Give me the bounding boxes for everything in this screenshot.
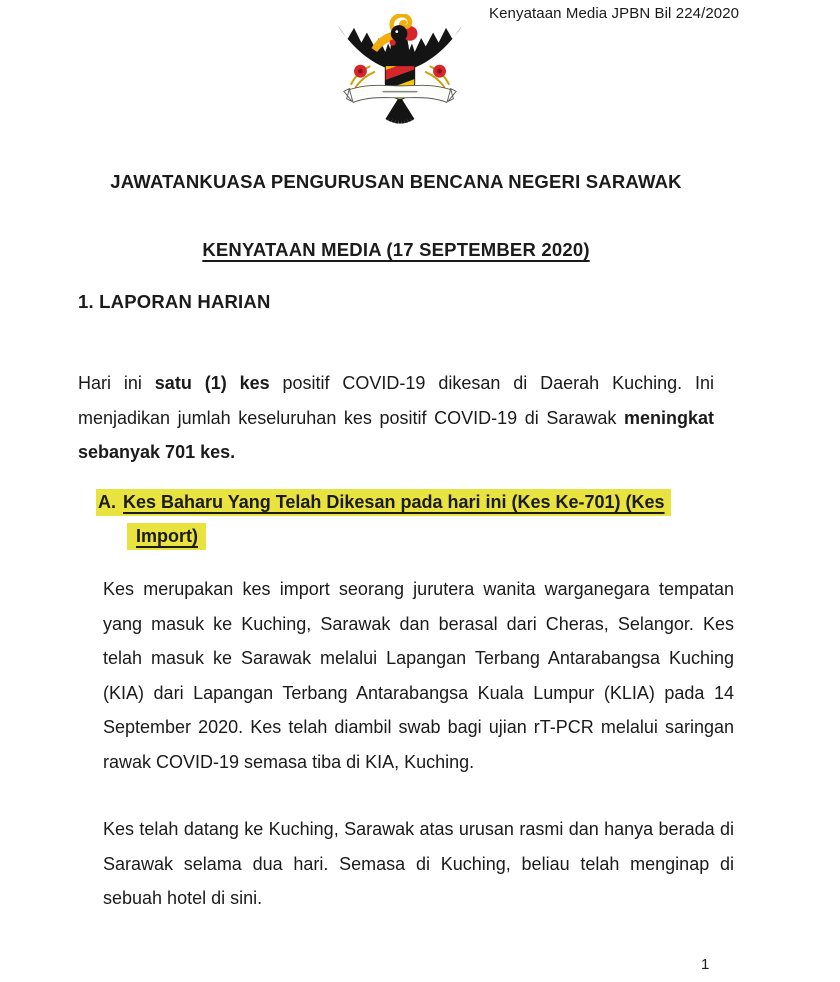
committee-title: JAWATANKUASA PENGURUSAN BENCANA NEGERI SARAWAK <box>110 171 682 192</box>
section-a-heading <box>96 486 787 553</box>
intro-bold-2: meningkat sebanyak 701 kes. <box>78 407 714 462</box>
intro-text-1: Hari ini <box>78 373 155 393</box>
page-number: 1 <box>701 956 710 973</box>
section-a-heading-highlight-line2 <box>127 523 206 550</box>
media-statement-title: KENYATAAN MEDIA (17 SEPTEMBER 2020) <box>202 239 590 260</box>
sarawak-hornbill-crest-icon <box>331 14 469 132</box>
section-a-paragraph-2: Kes telah datang ke Kuching, Sarawak atas urusan rasmi dan hanya berada di Sarawak selama dua hari. Semasa di Kuching, beliau telah menginap di sebuah hotel di sini. <box>103 819 734 908</box>
sarawak-crest <box>331 14 469 132</box>
intro-bold-1: satu (1) kes <box>154 373 270 393</box>
daily-report-heading: 1. LAPORAN HARIAN <box>78 291 271 312</box>
section-a-paragraph-1: Kes merupakan kes import seorang jurutera wanita warganegara tempatan yang masuk ke Kuching, Sarawak dan berasal dari Cheras, Selangor. Kes telah masuk ke Sarawak melalui Lapangan Terbang Antarabangsa Kuching (KIA) dari Lapangan Terbang Antarabangsa Kuala Lumpur (KLIA) pada 14 September 2020. Kes telah diambil swab bagi ujian rT-PCR melalui saringan rawak COVID-19 semasa tiba di KIA, Kuching. <box>103 579 734 772</box>
section-a-heading-line1: Kes Baharu Yang Telah Dikesan pada hari ini (Kes Ke-701) (Kes <box>123 492 665 512</box>
section-a-label: A. <box>98 492 116 512</box>
section-a-heading-highlight-line1 <box>96 489 671 516</box>
media-ref-number: Kenyataan Media JPBN Bil 224/2020 <box>489 5 740 22</box>
intro-paragraph <box>78 366 714 470</box>
intro-text-2: positif COVID-19 dikesan di Daerah Kuching. Ini menjadikan jumlah keseluruhan kes positif COVID-19 di Sarawak <box>78 373 715 428</box>
section-a-heading-line2: Import) <box>136 525 198 546</box>
